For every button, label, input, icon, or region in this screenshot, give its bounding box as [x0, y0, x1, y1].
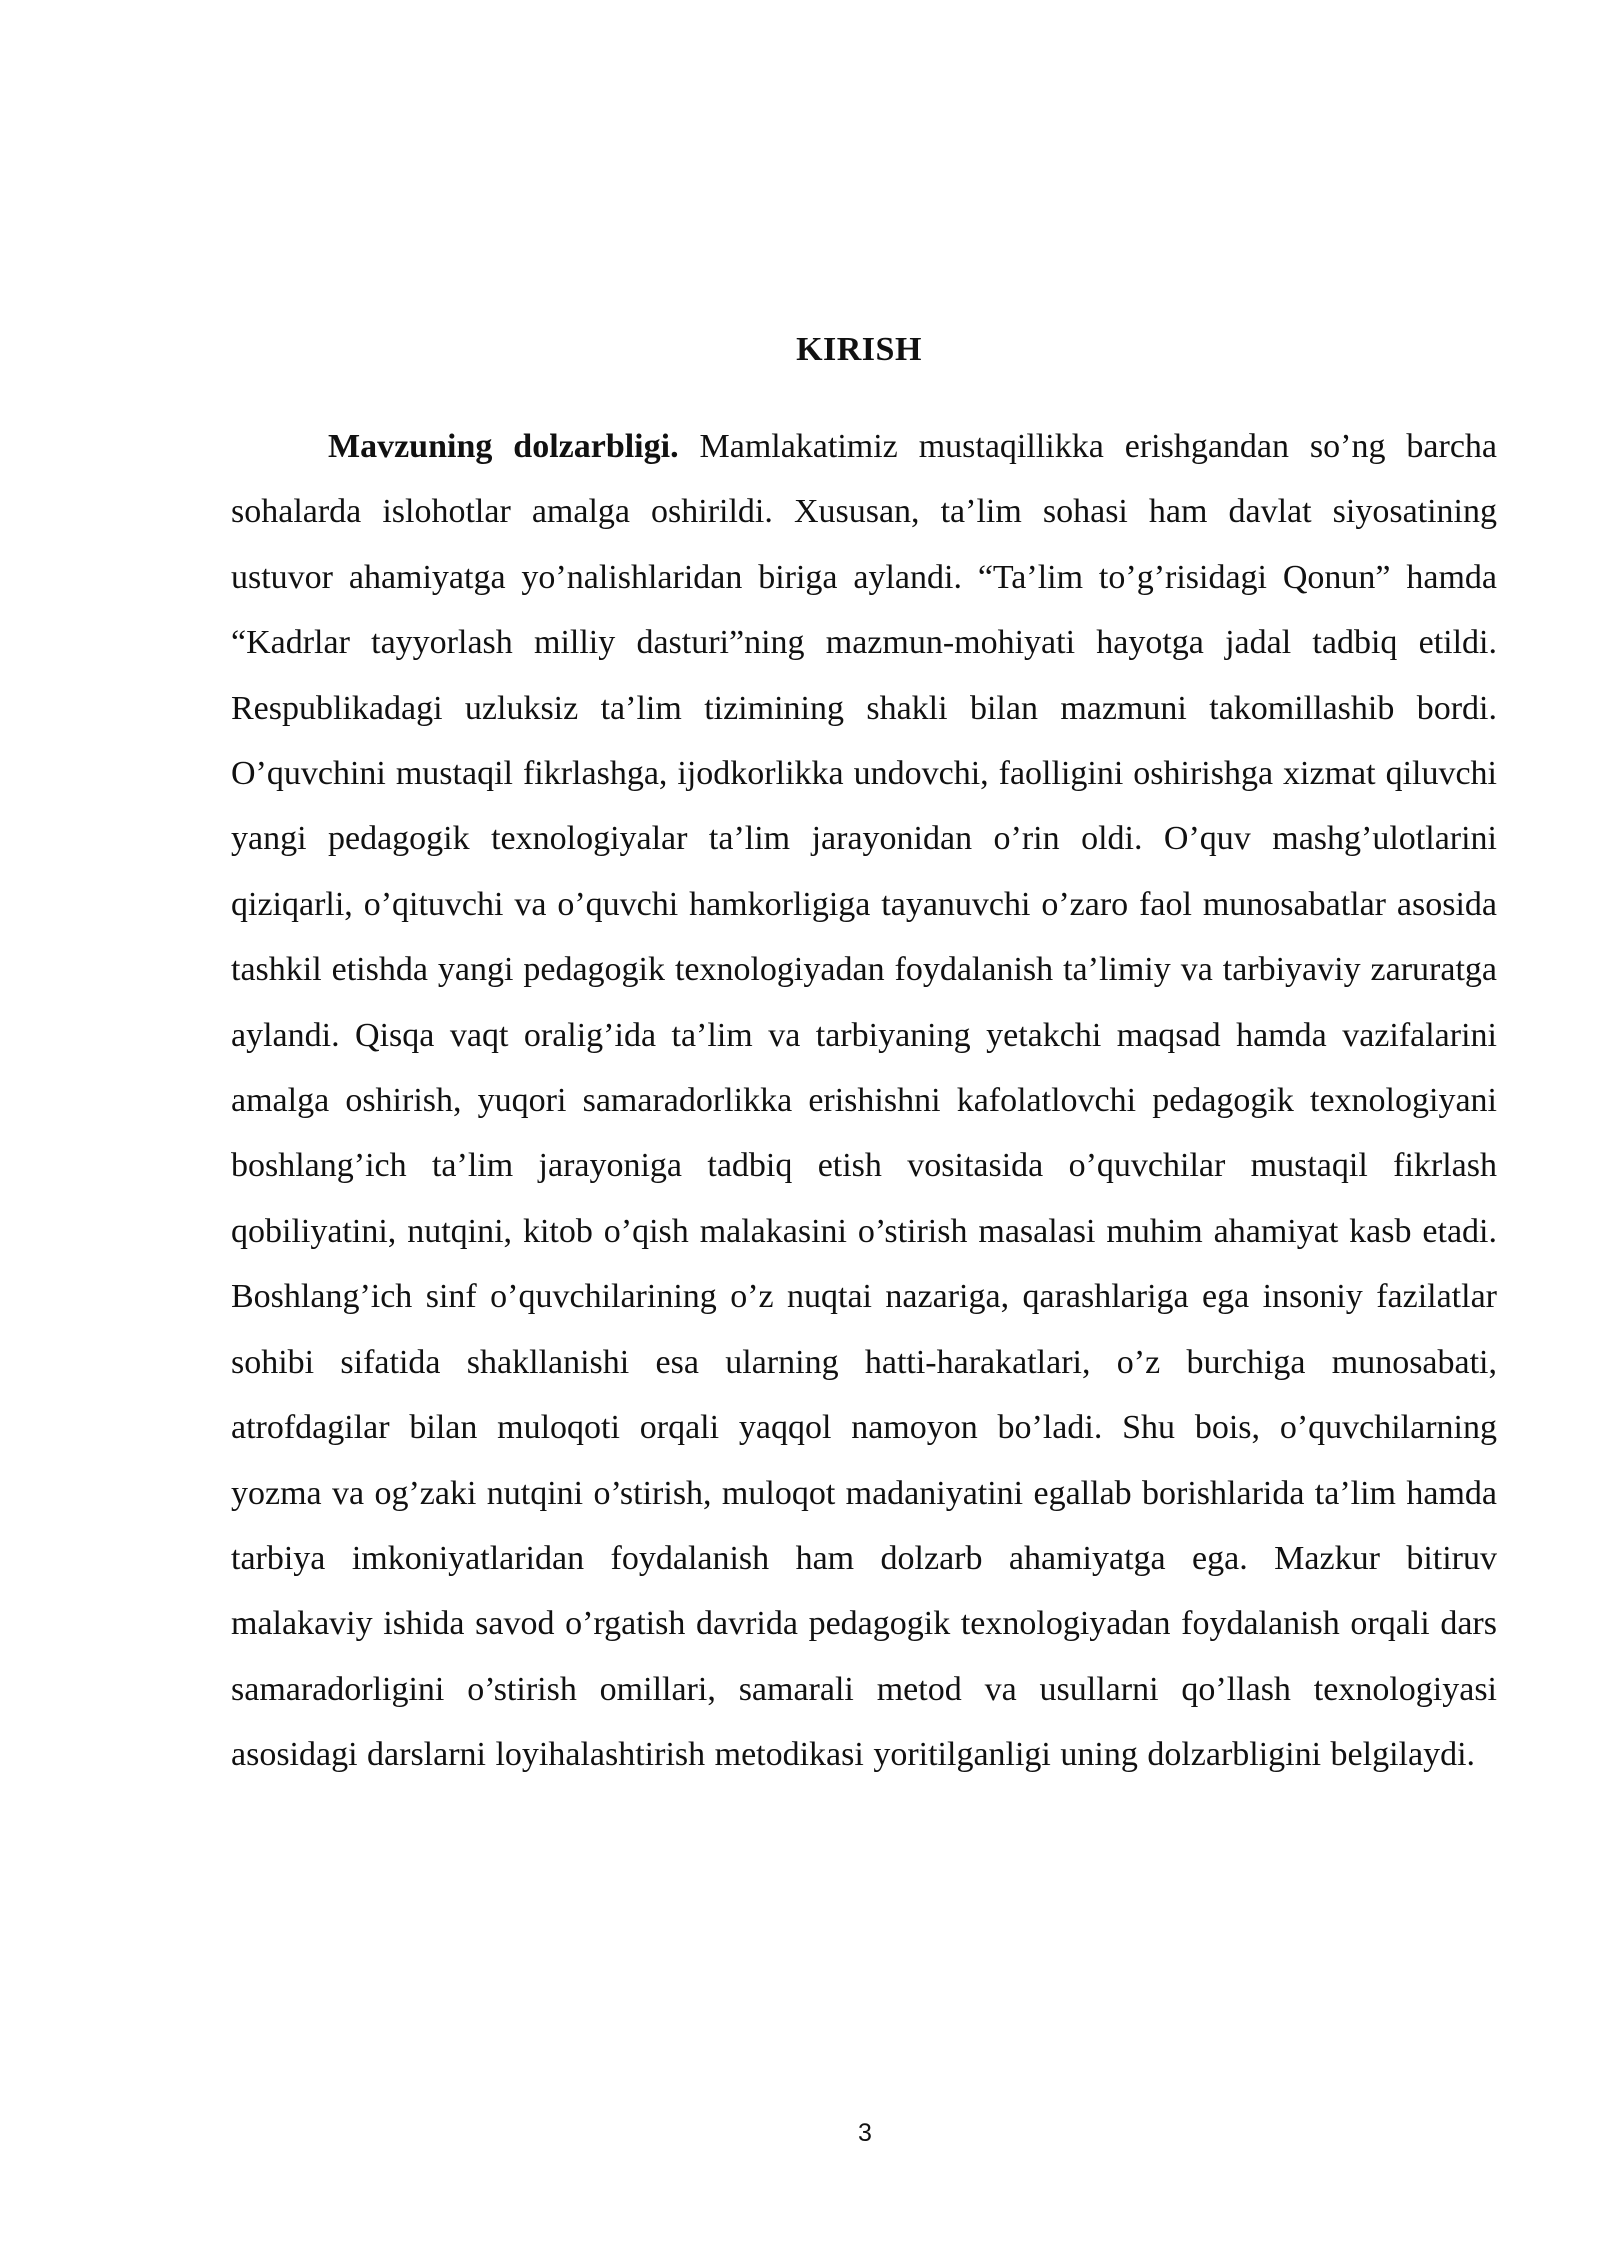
paragraph-lead: Mavzuning dolzarbligi. — [328, 428, 679, 465]
section-heading: KIRISH — [796, 331, 922, 368]
body-paragraph — [231, 414, 1497, 1788]
paragraph-text: Mamlakatimiz mustaqillikka erishgandan so’ng barcha sohalarda islohotlar amalga oshirildi. Xususan, ta’lim sohasi ham davlat siyosatining ustuvor ahamiyatga yo’nalishlaridan biriga aylandi. “Ta’lim to’g’risidagi Qonun” hamda “Kadrlar tayyorlash milliy dasturi”ning mazmun-mohiyati hayotga jadal tadbiq etildi. Respublikadagi uzluksiz ta’lim tizimining shakli bilan mazmuni takomillashib bordi. O’quvchini mustaqil fikrlashga, ijodkorlikka undovchi, faolligini oshirishga xizmat qiluvchi yangi pedagogik texnologiyalar ta’lim jarayonidan o’rin oldi. O’quv mashg’ulotlarini qiziqarli, o’qituvchi va o’quvchi hamkorligiga tayanuvchi o’zaro faol munosabatlar asosida tashkil etishda yangi pedagogik texnologiyadan foydalanish ta’limiy va tarbiyaviy zaruratga aylandi. Qisqa vaqt oralig’ida ta’lim va tarbiyaning yetakchi maqsad hamda vazifalarini amalga oshirish, yuqori samaradorlikka erishishni kafolatlovchi pedagogik texnologiyani boshlang’ich ta’lim jarayoniga tadbiq etish vositasida o’quvchilar mustaqil fikrlash qobiliyatini, nutqini, kitob o’qish malakasini o’stirish masalasi muhim ahamiyat kasb etadi. Boshlang’ich sinf o’quvchilarining o’z nuqtai nazariga, qarashlariga ega insoniy fazilatlar sohibi sifatida shakllanishi esa ularning hatti-harakatlari, o’z burchiga munosabati, atrofdagilar bilan muloqoti orqali yaqqol namoyon bo’ladi. Shu bois, o’quvchilarning yozma va og’zaki nutqini o’stirish, muloqot madaniyatini egallab borishlarida ta’lim hamda tarbiya imkoniyatlaridan foydalanish ham dolzarb ahamiyatga ega. Mazkur bitiruv malakaviy ishida savod o’rgatish davrida pedagogik texnologiyadan foydalanish orqali dars samaradorligini o’stirish omillari, samarali metod va usullarni qo’llash texnologiyasi asosidagi darslarni loyihalashtirish metodikasi yoritilganligi uning dolzarbligini belgilaydi. — [231, 428, 1497, 1774]
page-number: 3 — [858, 2119, 872, 2147]
